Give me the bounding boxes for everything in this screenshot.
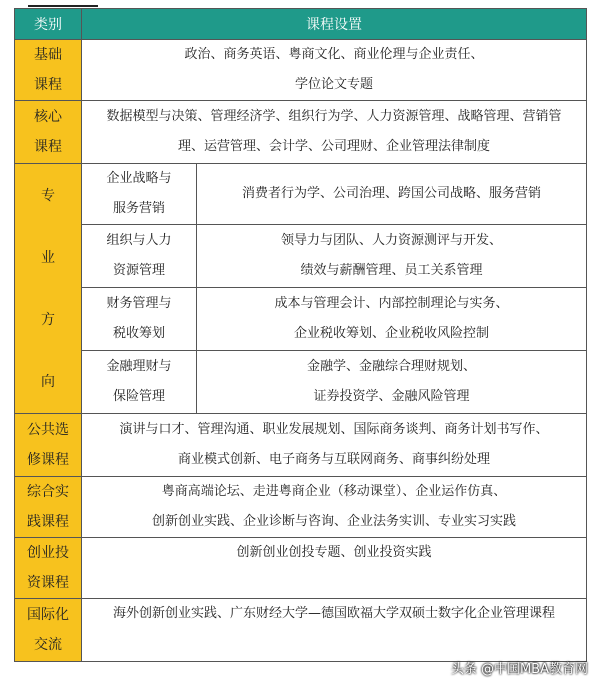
major-name [82, 288, 197, 351]
course-line: 创新创业实践、企业诊断与咨询、企业法务实训、专业实习实践 [151, 514, 516, 529]
major-name-line: 金融理财与 [106, 359, 172, 374]
major-name-line: 组织与人力 [106, 233, 172, 248]
watermark: 头条 @中国MBA教育网 [450, 662, 588, 677]
category-line: 交流 [34, 637, 62, 653]
category-line: 国际化 [27, 607, 69, 623]
courses-practice [82, 477, 587, 538]
header-row [15, 9, 587, 40]
major-courses [197, 288, 587, 351]
courses-international [82, 599, 587, 662]
category-line: 方 [41, 311, 55, 328]
row-elective [15, 414, 587, 477]
row-core [15, 101, 587, 164]
course-line: 粤商高端论坛、走进粤商企业（移动课堂）、企业运作仿真、 [161, 484, 507, 499]
category-line: 修课程 [27, 452, 69, 468]
category-elective [15, 414, 82, 477]
major-courses [197, 225, 587, 288]
major-name-line: 财务管理与 [106, 296, 172, 311]
major-name-line: 服务营销 [112, 201, 165, 216]
course-line: 政治、商务英语、粤商文化、商业伦理与企业责任、 [184, 47, 484, 62]
courses-elective [82, 414, 587, 477]
major-name-line: 企业战略与 [106, 171, 172, 186]
course-line: 证券投资学、金融风险管理 [313, 389, 470, 404]
course-line: 海外创新创业实践、广东财经大学—德国欧福大学双硕士数字化企业管理课程 [112, 606, 555, 621]
major-name [82, 225, 197, 288]
major-courses [197, 164, 587, 225]
category-line: 资课程 [27, 575, 69, 591]
row-major-3 [15, 288, 587, 351]
row-major-1 [15, 164, 587, 225]
course-line: 创新创业创投专题、创业投资实践 [236, 545, 432, 560]
major-name [82, 164, 197, 225]
major-courses [197, 351, 587, 414]
category-line: 核心 [34, 109, 62, 125]
row-practice [15, 477, 587, 538]
category-line: 课程 [34, 139, 62, 155]
course-line: 领导力与团队、人力资源测评与开发、 [280, 233, 502, 248]
row-venture [15, 538, 587, 599]
row-major-4 [15, 351, 587, 414]
category-line: 业 [41, 249, 55, 266]
top-strip [0, 0, 600, 8]
course-line: 数据模型与决策、管理经济学、组织行为学、人力资源管理、战略管理、营销管 [106, 109, 562, 124]
category-core [15, 101, 82, 164]
major-name-line: 税收筹划 [112, 326, 165, 341]
category-line: 综合实 [27, 484, 69, 500]
courses-basic [82, 40, 587, 101]
major-name [82, 351, 197, 414]
course-line: 成本与管理会计、内部控制理论与实务、 [274, 296, 509, 311]
category-line: 基础 [34, 47, 62, 63]
category-practice [15, 477, 82, 538]
category-basic [15, 40, 82, 101]
course-line: 学位论文专题 [294, 77, 373, 92]
row-major-2 [15, 225, 587, 288]
category-line: 践课程 [27, 514, 69, 530]
major-name-line: 资源管理 [112, 263, 165, 278]
courses-venture [82, 538, 587, 599]
category-line: 创业投 [27, 545, 69, 561]
course-line: 绩效与薪酬管理、员工关系管理 [300, 263, 483, 278]
courses-core [82, 101, 587, 164]
category-venture [15, 538, 82, 599]
top-stub [28, 0, 98, 7]
row-basic [15, 40, 587, 101]
course-line: 消费者行为学、公司治理、跨国公司战略、服务营销 [241, 186, 541, 201]
course-line: 理、运营管理、会计学、公司理财、企业管理法律制度 [177, 139, 490, 154]
row-international [15, 599, 587, 662]
course-line: 演讲与口才、管理沟通、职业发展规划、国际商务谈判、商务计划书写作、 [119, 422, 549, 437]
category-line: 公共选 [27, 422, 69, 438]
course-line: 金融学、金融综合理财规划、 [306, 359, 476, 374]
course-table [14, 8, 587, 662]
header-courses: 课程设置 [82, 9, 587, 40]
major-name-line: 保险管理 [112, 389, 165, 404]
category-international [15, 599, 82, 662]
category-line: 向 [41, 373, 55, 390]
category-major [15, 164, 82, 414]
course-line: 企业税收筹划、企业税收风险控制 [293, 326, 489, 341]
header-category: 类别 [15, 9, 82, 40]
category-line: 专 [41, 187, 55, 204]
category-line: 课程 [34, 77, 62, 93]
course-line: 商业模式创新、电子商务与互联网商务、商事纠纷处理 [177, 452, 490, 467]
